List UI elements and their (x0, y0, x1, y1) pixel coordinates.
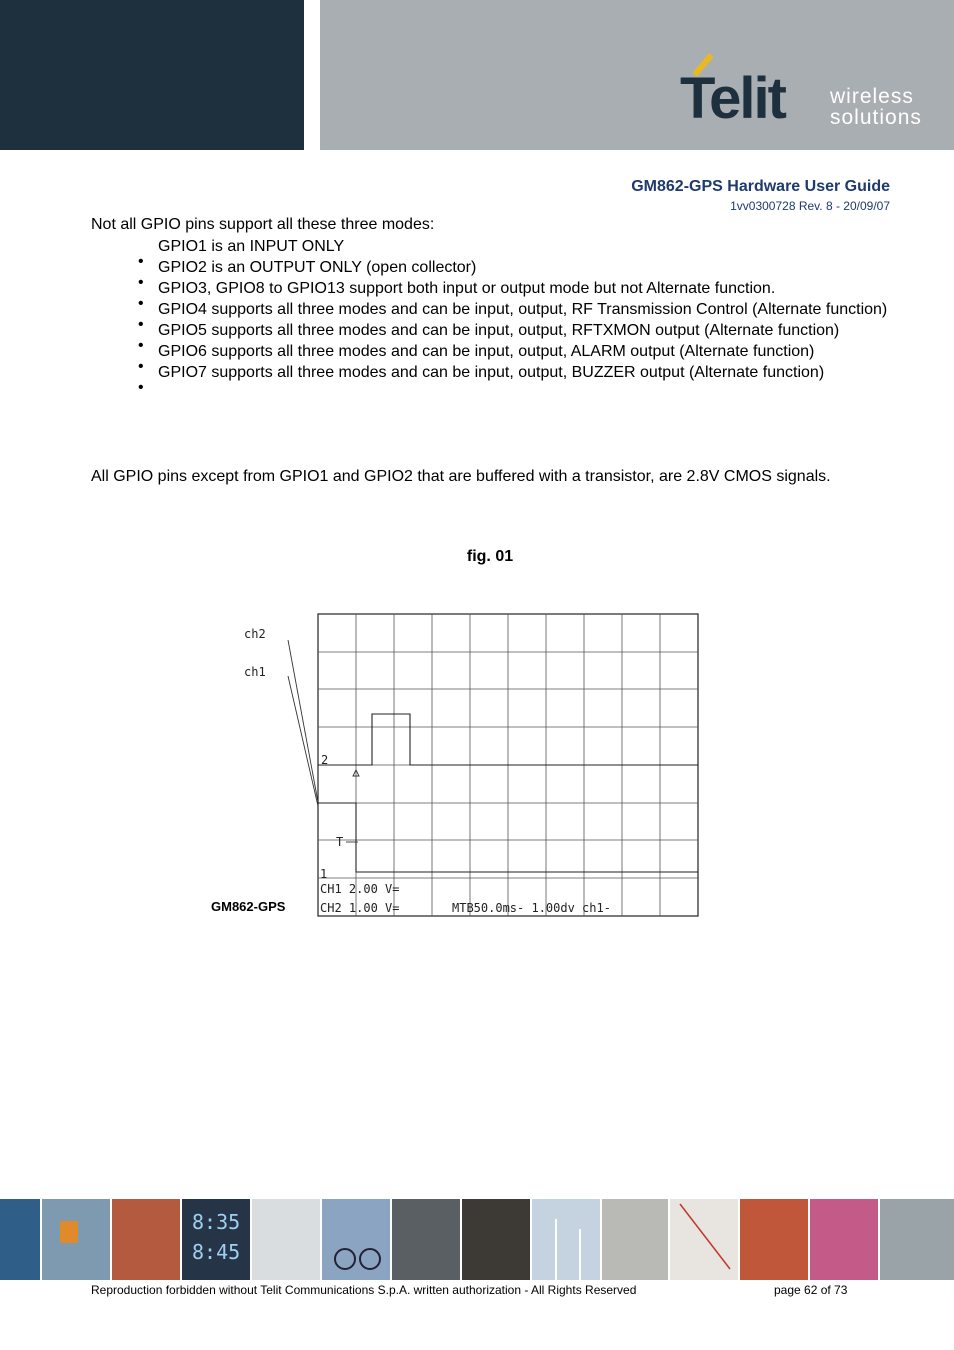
svg-text:8:45: 8:45 (192, 1240, 241, 1264)
ch2-pointer (288, 640, 318, 802)
phone-icon (60, 1221, 78, 1243)
ch1-pointer (288, 676, 318, 806)
list-item: GPIO4 supports all three modes and can be input, output, RF Transmission Control (Alternate function) (158, 301, 888, 318)
photo-tile (670, 1199, 738, 1280)
header-dark-block (0, 0, 304, 150)
photo-tile (740, 1199, 808, 1280)
ch1-readout: CH1 2.00 V= (320, 882, 400, 896)
photo-tile (810, 1199, 878, 1280)
photo-tile (392, 1199, 460, 1280)
ch1-label: ch1 (244, 665, 266, 679)
telit-logo: Telit (680, 66, 785, 131)
logo-tagline-wireless: wireless (830, 85, 914, 108)
footer-copyright: Reproduction forbidden without Telit Communications S.p.A. written authorization - All Rights Reserved (91, 1283, 637, 1297)
page-number: page 62 of 73 (774, 1283, 848, 1297)
photo-tile (462, 1199, 530, 1280)
photo-tile (0, 1199, 40, 1280)
photo-tile (112, 1199, 180, 1280)
oscilloscope-screenshot (240, 612, 702, 918)
logo-tagline-solutions: solutions (830, 106, 922, 129)
intro-text: Not all GPIO pins support all these three modes: (91, 216, 435, 233)
list-item: GPIO6 supports all three modes and can be input, output, ALARM output (Alternate function) (158, 343, 815, 360)
ch1-marker: 1 (320, 867, 328, 881)
figure-caption: fig. 01 (466, 548, 514, 565)
photo-tile (532, 1199, 600, 1280)
trigger-marker: T (336, 835, 344, 849)
photo-tile (880, 1199, 954, 1280)
ch2-marker: 2 (321, 753, 329, 767)
ch2-label: ch2 (244, 627, 266, 641)
list-item: GPIO5 supports all three modes and can be input, output, RFTXMON output (Alternate function) (158, 322, 840, 339)
gpio-mode-list (148, 236, 893, 383)
list-item: GPIO3, GPIO8 to GPIO13 support both input or output mode but not Alternate function. (158, 280, 776, 297)
list-item: GPIO2 is an OUTPUT ONLY (open collector) (158, 259, 477, 276)
cmos-paragraph: All GPIO pins except from GPIO1 and GPIO2 that are buffered with a transistor, are 2.8V CMOS signals. (91, 468, 831, 485)
svg-text:8:35: 8:35 (192, 1210, 241, 1234)
document-title: GM862-GPS Hardware User Guide (631, 178, 890, 195)
photo-tile (322, 1199, 390, 1280)
footer-photo-strip (0, 1199, 954, 1280)
figure-module-label: GM862-GPS (211, 899, 286, 914)
list-item: GPIO7 supports all three modes and can be input, output, BUZZER output (Alternate function) (158, 364, 825, 381)
document-revision: 1vv0300728 Rev. 8 - 20/09/07 (730, 199, 890, 213)
timebase-readout: MTB50.0ms- 1.00dv ch1- (452, 901, 611, 915)
photo-tile (252, 1199, 320, 1280)
ch2-readout: CH2 1.00 V= (320, 901, 400, 915)
photo-tile (602, 1199, 668, 1280)
list-item: GPIO1 is an INPUT ONLY (158, 238, 345, 255)
